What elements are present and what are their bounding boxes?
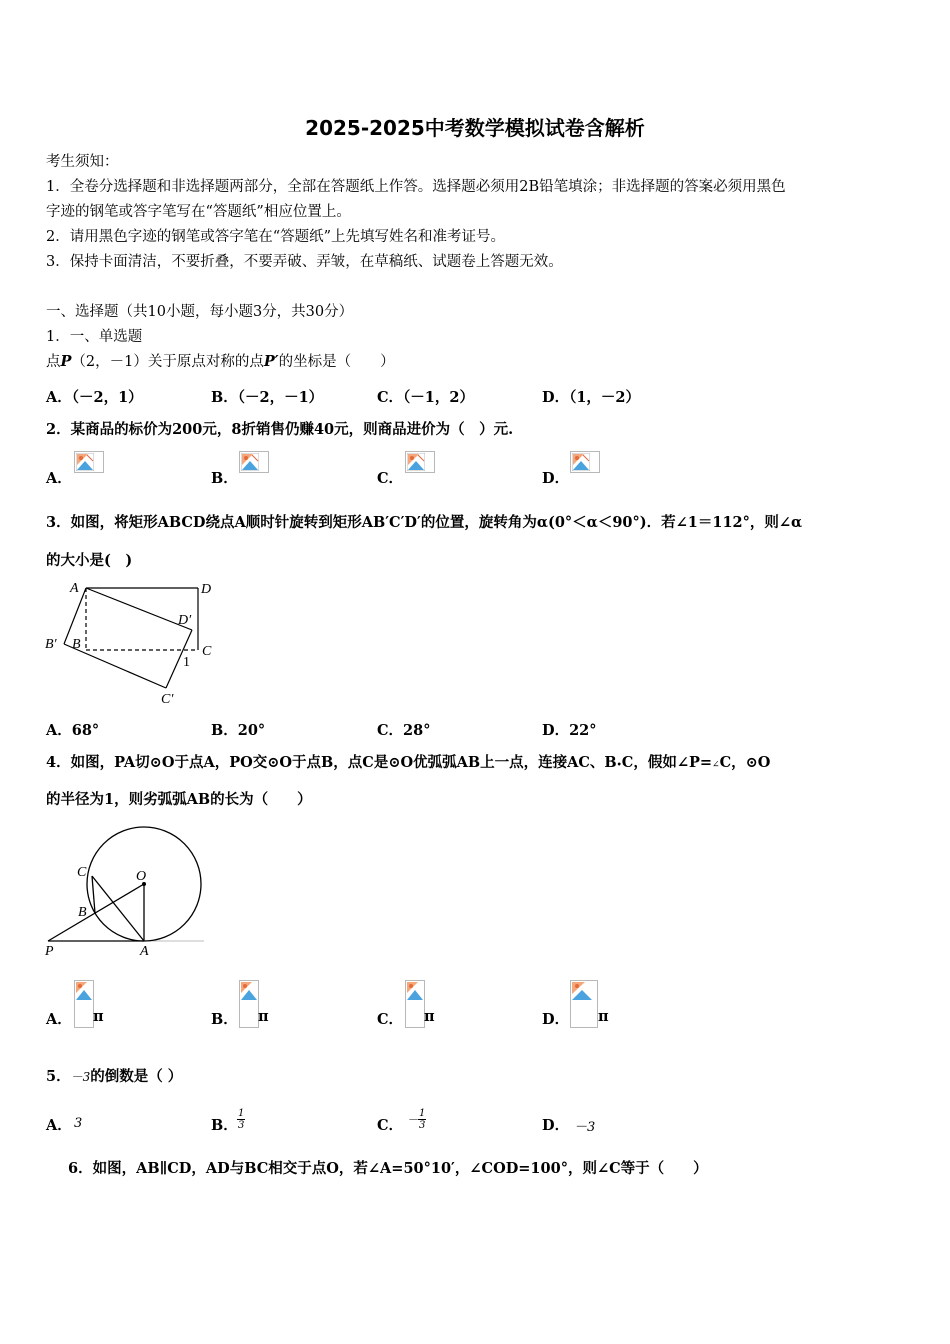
- fig-label-b-prime: B′: [45, 637, 57, 652]
- q5-option-d-value: －3: [574, 1120, 596, 1135]
- q4-stem-line1: 4．如图，PA切⊙O于点A，PO交⊙O于点B，点C是⊙O优弧弧AB上一点，连接AC、B•C，假如∠P=∠C，⊙O: [46, 754, 771, 771]
- broken-image-icon: [570, 980, 598, 1028]
- q4-option-a-pi: π: [93, 1008, 104, 1025]
- q4-option-d-label: D．: [542, 1011, 570, 1028]
- page-title: 2025-2025中考数学模拟试卷含解析: [305, 116, 645, 140]
- q3-rectangle-figure: [44, 578, 224, 706]
- fig-label-p: P: [45, 944, 54, 959]
- q1-option-a: A．（－2，1）: [46, 389, 143, 406]
- fig-label-b: B: [72, 637, 81, 652]
- q3-option-b: B．20°: [211, 722, 266, 739]
- q5-option-b-fraction: $\frac{1}{3}$: [238, 1108, 245, 1131]
- broken-image-icon: [570, 451, 600, 473]
- q2-stem: 2．某商品的标价为200元，8折销售仍赚40元，则商品进价为（ ）元.: [46, 421, 514, 438]
- q4-option-b-pi: π: [258, 1008, 269, 1025]
- q4-stem-line2: 的半径为1，则劣弧弧AB的长为（ ）: [46, 791, 312, 808]
- q5-option-a-label: A．: [46, 1117, 72, 1134]
- q6-stem: 6．如图，AB∥CD，AD与BC相交于点O，若∠A=50°10′，∠COD=100°，则∠C等于（ ）: [68, 1160, 708, 1177]
- q4-option-c-pi: π: [424, 1008, 435, 1025]
- q5-stem: 5．－3的倒数是（ ）: [46, 1068, 183, 1085]
- q4-option-d-pi: π: [598, 1008, 609, 1025]
- q1-option-d: D．（1，－2）: [542, 389, 641, 406]
- notice-item: 2．请用黑色字迹的钢笔或答字笔在“答题纸”上先填写姓名和准考证号。: [46, 229, 506, 245]
- q5-option-c-fraction: － $\frac{1}{3}$: [407, 1108, 426, 1131]
- q5-option-d-label: D．: [542, 1117, 570, 1134]
- q1-option-c: C．（－1，2）: [377, 389, 474, 406]
- q5-option-b-label: B．: [211, 1117, 238, 1134]
- broken-image-icon: [239, 451, 269, 473]
- broken-image-icon: [239, 980, 259, 1028]
- broken-image-icon: [405, 980, 425, 1028]
- notice-item: 3．保持卡面清洁，不要折叠，不要弄破、弄皱，在草稿纸、试题卷上答题无效。: [46, 254, 563, 270]
- q1-heading: 1．一、单选题: [46, 329, 143, 345]
- fig-label-c: C: [202, 644, 212, 659]
- broken-image-icon: [74, 451, 104, 473]
- fig-label-a: A: [70, 581, 79, 596]
- fig-label-o: O: [136, 869, 147, 884]
- q4-circle-figure: [44, 826, 206, 962]
- q2-option-a-label: A．: [46, 470, 72, 487]
- fig-label-d-prime: D′: [178, 613, 192, 628]
- fig-label-d: D: [201, 582, 212, 597]
- fig-label-b: B: [78, 905, 87, 920]
- fig-label-c-prime: C′: [161, 692, 174, 706]
- q5-option-a-value: 3: [74, 1116, 83, 1131]
- q2-option-b-label: B．: [211, 470, 238, 487]
- q3-option-d: D．22°: [542, 722, 597, 739]
- notice-item: 字迹的钢笔或答字笔写在“答题纸”相应位置上。: [46, 204, 351, 220]
- q4-option-b-label: B．: [211, 1011, 238, 1028]
- notice-item: 1．全卷分选择题和非选择题两部分，全部在答题纸上作答。选择题必须用2B铅笔填涂；非选择题的答案必须用黑色: [46, 179, 786, 195]
- q3-option-c: C．28°: [377, 722, 431, 739]
- section-heading: 一、选择题（共10小题，每小题3分，共30分）: [46, 304, 354, 320]
- q3-stem-line2: 的大小是( ): [46, 552, 133, 569]
- q1-stem: 点P（2，－1）关于原点对称的点P′的坐标是（ ）: [46, 353, 395, 370]
- q2-option-c-label: C．: [377, 470, 404, 487]
- q2-option-d-label: D．: [542, 470, 570, 487]
- q1-option-b: B．（－2，－1）: [211, 389, 324, 406]
- q5-option-c-label: C．: [377, 1117, 404, 1134]
- q3-stem-line1: 3．如图，将矩形ABCD绕点A顺时针旋转到矩形AB′C′D′的位置，旋转角为α(0°＜α＜90°)．若∠1＝112°，则∠α: [46, 514, 803, 531]
- q3-option-a: A．68°: [46, 722, 100, 739]
- q4-option-c-label: C．: [377, 1011, 404, 1028]
- broken-image-icon: [405, 451, 435, 473]
- fig-label-a: A: [140, 944, 149, 959]
- q4-option-a-label: A．: [46, 1011, 72, 1028]
- notice-heading: 考生须知：: [46, 154, 119, 170]
- fig-label-angle-1: 1: [183, 655, 190, 670]
- broken-image-icon: [74, 980, 94, 1028]
- fig-label-c: C: [77, 865, 87, 880]
